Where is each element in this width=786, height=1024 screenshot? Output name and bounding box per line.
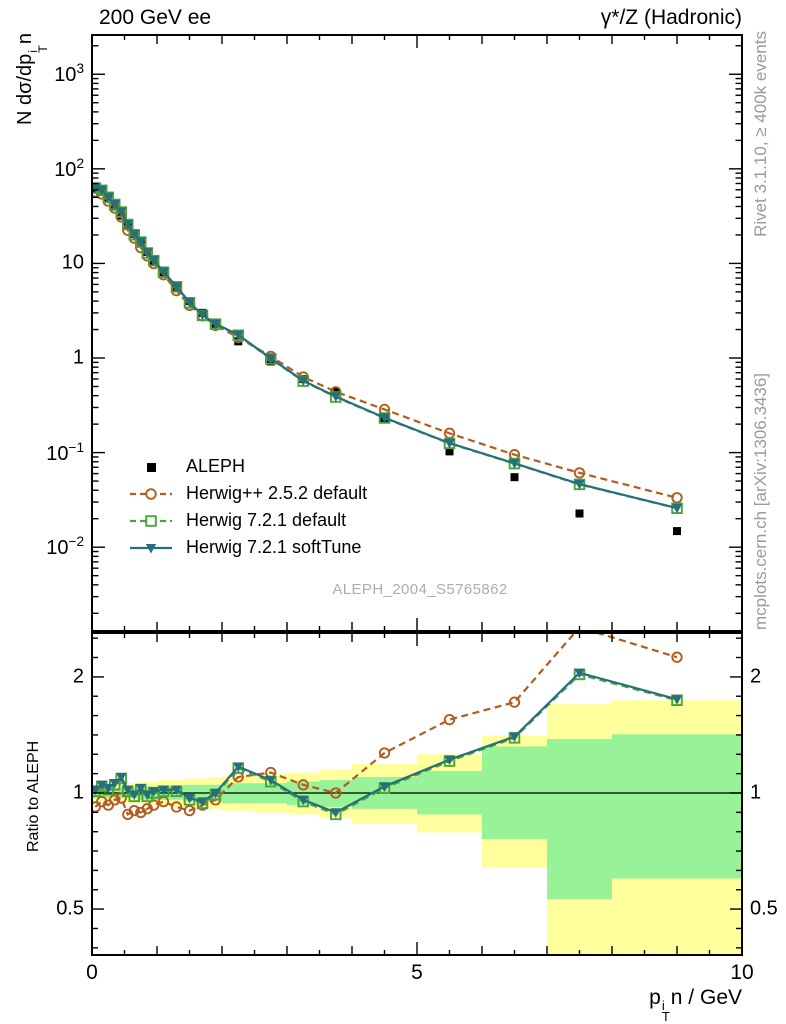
legend-label-aleph: ALEPH	[186, 456, 246, 476]
legend	[128, 453, 367, 561]
mcplots-reference-note: mcplots.cern.ch [arXiv:1306.3436]	[751, 372, 770, 630]
legend-item-aleph	[128, 453, 367, 480]
xlabel-sup: i	[661, 997, 665, 1013]
legend-item-herwig7-softtune	[128, 534, 367, 561]
main-y-tick-label: $10^{-2}$	[46, 534, 84, 560]
ratio-y-tick-label-right: 2	[750, 665, 762, 688]
ratio-y-tick-label-right: 1	[750, 781, 762, 804]
ratio-y-axis-label: Ratio to ALEPH	[25, 740, 42, 852]
ylabel-sup: i	[25, 49, 40, 53]
main-y-axis-label	[14, 33, 49, 125]
x-axis-label	[649, 986, 742, 1022]
x-tick-label: 10	[730, 961, 754, 984]
x-tick-label: 0	[86, 961, 98, 984]
xlabel-prefix: p	[649, 986, 661, 1009]
ratio-y-tick-label-left: 1	[72, 781, 84, 804]
ylabel-suffix: n	[14, 33, 36, 45]
legend-label-herwig7-default: Herwig 7.2.1 default	[186, 510, 347, 530]
main-y-tick-label: 10	[61, 251, 84, 274]
herwigpp-marker-icon	[128, 484, 174, 504]
analysis-id-watermark: ALEPH_2004_S5765862	[332, 581, 508, 598]
main-y-tick-label: $10^3$	[54, 61, 84, 87]
ratio-y-tick-label-left: 2	[72, 665, 84, 688]
aleph-marker-icon	[128, 457, 174, 477]
main-y-tick-label: $10^{-1}$	[46, 439, 84, 465]
beam-energy-title: 200 GeV ee	[99, 6, 212, 29]
xlabel-sub: T	[661, 1008, 670, 1024]
rivet-version-note: Rivet 3.1.10, ≥ 400k events	[751, 31, 770, 237]
xlabel-supsub	[661, 997, 670, 1024]
legend-label-herwigpp-default: Herwig++ 2.5.2 default	[186, 483, 368, 503]
ylabel-prefix: N dσ/dp	[14, 53, 36, 125]
xlabel-suffix: n / GeV	[670, 986, 742, 1009]
main-y-tick-label: 1	[72, 346, 84, 369]
ylabel-sub: T	[36, 45, 51, 53]
legend-item-herwigpp-default	[128, 480, 367, 507]
legend-label-herwig7-softtune: Herwig 7.2.1 softTune	[186, 537, 362, 557]
herwig7-softtune-marker-icon	[128, 538, 174, 558]
ratio-y-tick-label-left: 0.5	[56, 897, 84, 920]
herwig7-default-marker-icon	[128, 511, 174, 531]
legend-item-herwig7-default	[128, 507, 367, 534]
ylabel-supsub	[25, 45, 51, 53]
x-tick-label: 5	[411, 961, 423, 984]
uncertainty-bands	[92, 700, 742, 959]
main-y-tick-label: $10^2$	[54, 156, 84, 181]
ratio-y-tick-label-right: 0.5	[750, 897, 778, 920]
process-title: γ*/Z (Hadronic)	[600, 6, 742, 29]
